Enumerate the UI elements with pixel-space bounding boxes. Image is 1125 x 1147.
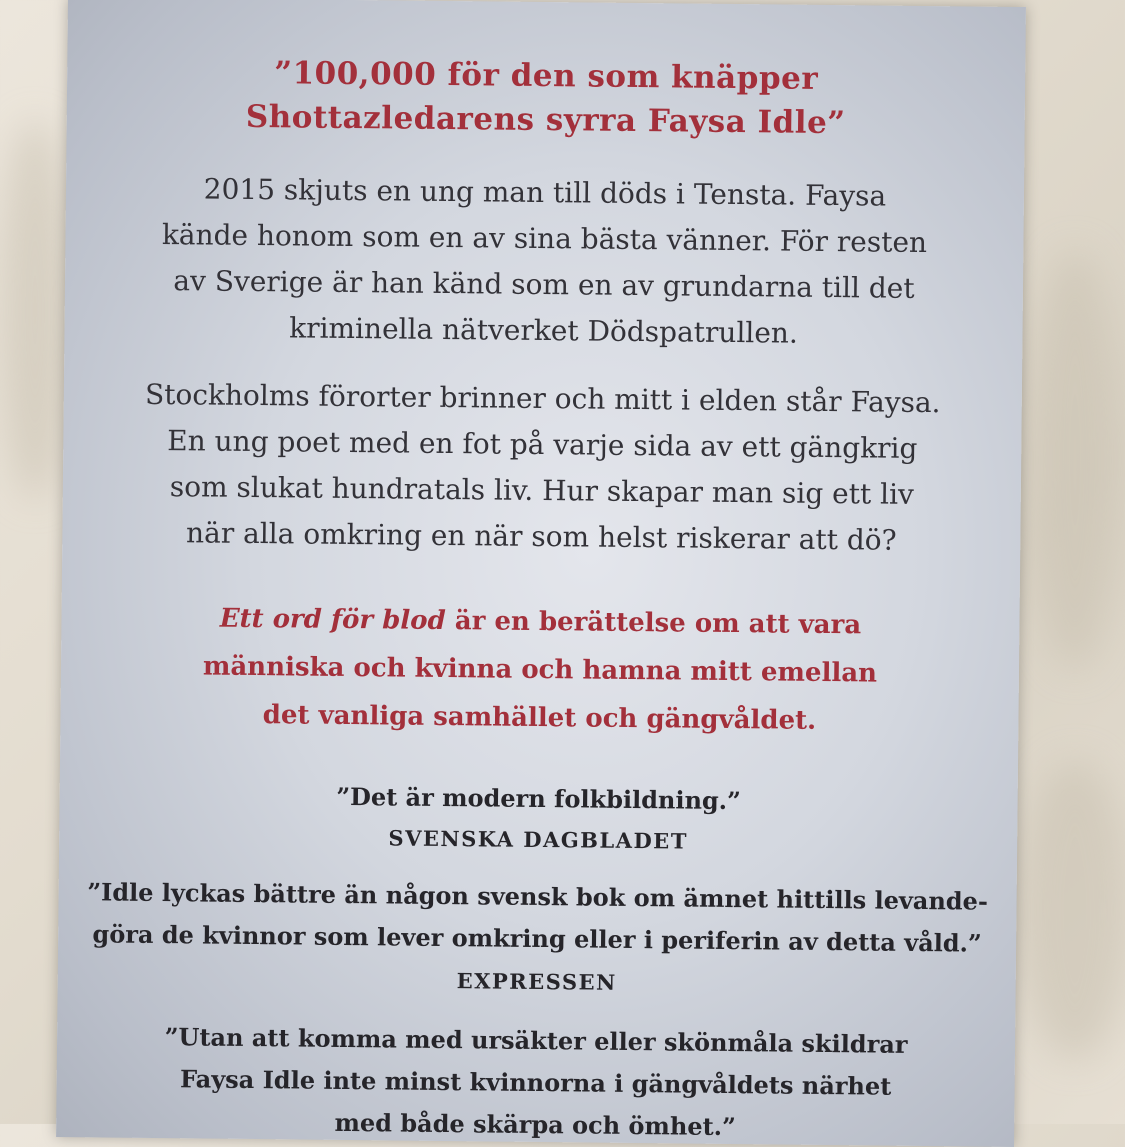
fabric-fold — [1030, 250, 1120, 670]
fabric-fold — [0, 120, 70, 500]
synopsis-paragraph-2 — [62, 371, 1022, 565]
quote-line: med både skärpa och ömhet.” — [334, 1107, 737, 1142]
headline-line: Shottazledarens syrra Faysa Idle” — [245, 98, 846, 142]
text-line: kände honom som en av sina bästa vänner. För resten — [161, 218, 928, 260]
text-line: när alla omkring en när som helst riskerar att dö? — [185, 516, 897, 557]
review-source-1: SVENSKA DAGBLADET — [388, 825, 689, 854]
text-line: En ung poet med en fot på varje sida av ett gängkrig — [167, 424, 918, 465]
text-line: av Sverige är han känd som en av grundarna till det — [173, 264, 915, 305]
text-line: kriminella nätverket Dödspatrullen. — [289, 311, 799, 350]
quote-line: ”Utan att komma med ursäkter eller skönmåla skildrar — [164, 1022, 908, 1059]
text-fragment: är en berättelse om att vara — [445, 606, 862, 641]
review-quote-3 — [56, 1015, 1015, 1147]
quote-line: ”Det är modern folkbildning.” — [336, 781, 742, 816]
book-pitch — [60, 593, 1019, 747]
headline-quote — [67, 49, 1026, 147]
review-source-2: EXPRESSEN — [456, 968, 617, 995]
text-line: som slukat hundratals liv. Hur skapar man sig ett liv — [169, 470, 915, 511]
quote-line: göra de kvinnor som lever omkring eller i periferin av detta våld.” — [92, 919, 982, 958]
text-line: människa och kvinna och hamna mitt emellan — [202, 651, 878, 689]
fabric-fold — [1020, 760, 1125, 1060]
book-title: Ett ord för blod — [219, 603, 446, 637]
review-quote-2 — [58, 871, 1017, 965]
text-line: Stockholms förorter brinner och mitt i elden står Faysa. — [144, 377, 941, 420]
quote-line: Faysa Idle inte minst kvinnorna i gängvåldets närhet — [179, 1064, 892, 1101]
synopsis-paragraph-1 — [64, 165, 1024, 359]
text-line: 2015 skjuts en ung man till döds i Tensta. Faysa — [203, 172, 887, 213]
text-line: det vanliga samhället och gängvåldet. — [262, 700, 817, 736]
headline-line: ”100,000 för den som knäpper — [274, 55, 819, 97]
book-back-cover — [56, 0, 1026, 1147]
quote-line: ”Idle lyckas bättre än någon svensk bok om ämnet hittills levande- — [87, 877, 989, 916]
